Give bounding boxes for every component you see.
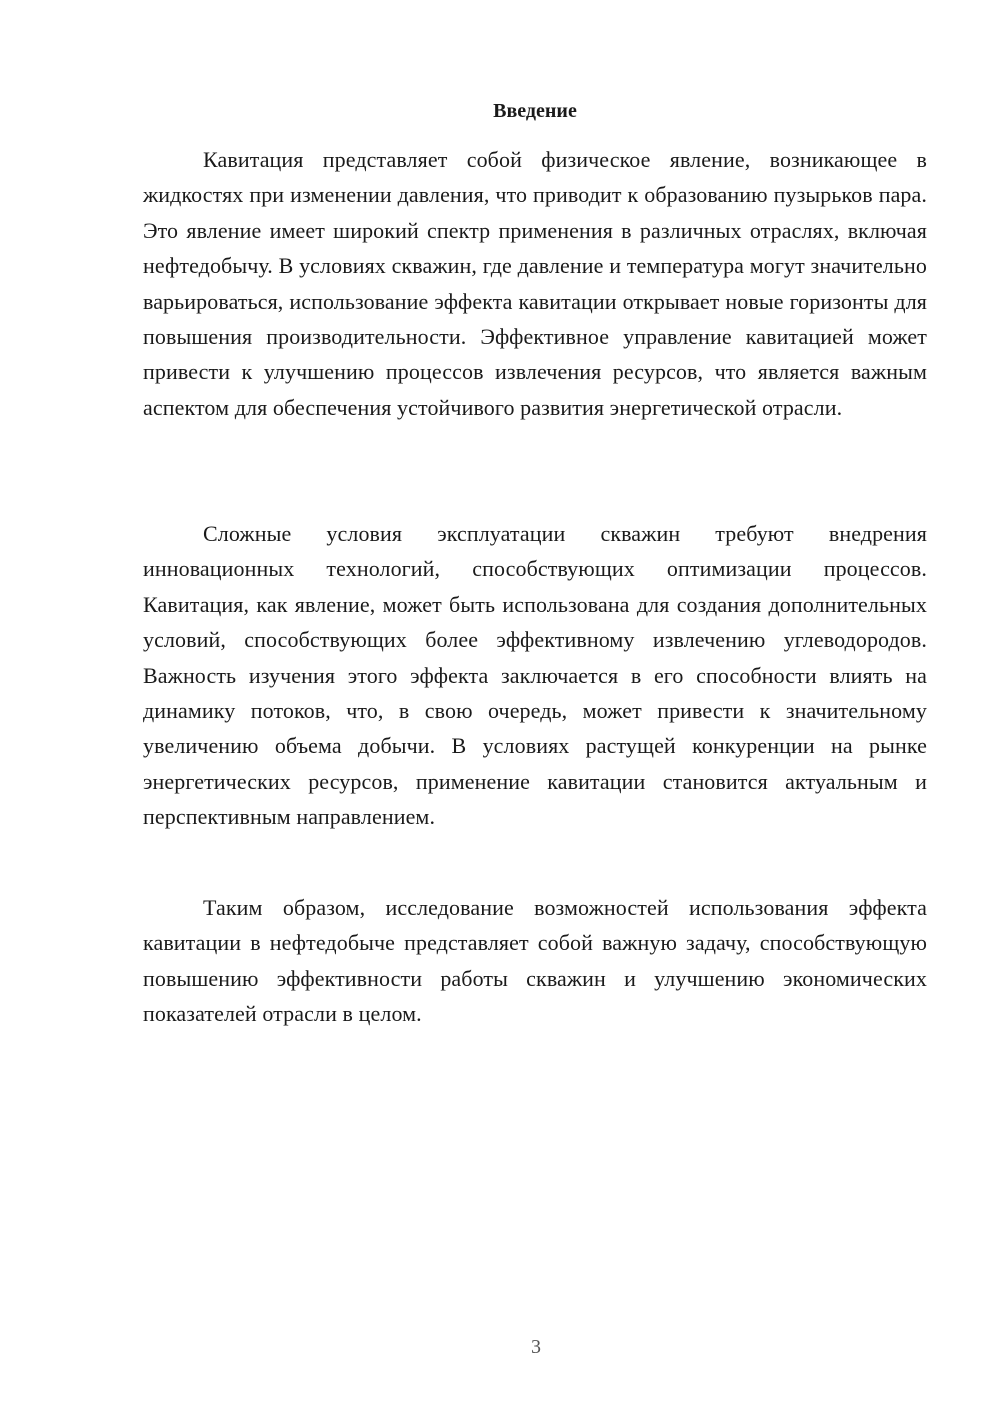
section-heading: Введение (493, 100, 577, 122)
paragraph-1: Кавитация представляет собой физическое явление, возникающее в жидкостях при изменении давления, что приводит к образованию пузырьков пара. Это явление имеет широкий спектр применения в различных отраслях, включая нефтедобычу. В условиях скважин, где давление и температура могут значительно варьироваться, использование эффекта кавитации открывает новые горизонты для повышения производительности. Эффективное управление кавитацией может привести к улучшению процессов извлечения ресурсов, что является важным аспектом для обеспечения устойчивого развития энергетической отрасли. (143, 147, 927, 420)
page-number: 3 (531, 1336, 541, 1358)
paragraph-3: Таким образом, исследование возможностей использования эффекта кавитации в нефтедобыче представляет собой важную задачу, способствующую повышению эффективности работы скважин и улучшению экономических показателей отрасли в целом. (143, 895, 927, 1027)
paragraph-2: Сложные условия эксплуатации скважин требуют внедрения инновационных технологий, способствующих оптимизации процессов. Кавитация, как явление, может быть использована для создания дополнительных условий, способствующих более эффективному извлечению углеводородов. Важность изучения этого эффекта заключается в его способности влиять на динамику потоков, что, в свою очередь, может привести к значительному увеличению объема добычи. В условиях растущей конкуренции на рынке энергетических ресурсов, применение кавитации становится актуальным и перспективным направлением. (143, 521, 927, 830)
